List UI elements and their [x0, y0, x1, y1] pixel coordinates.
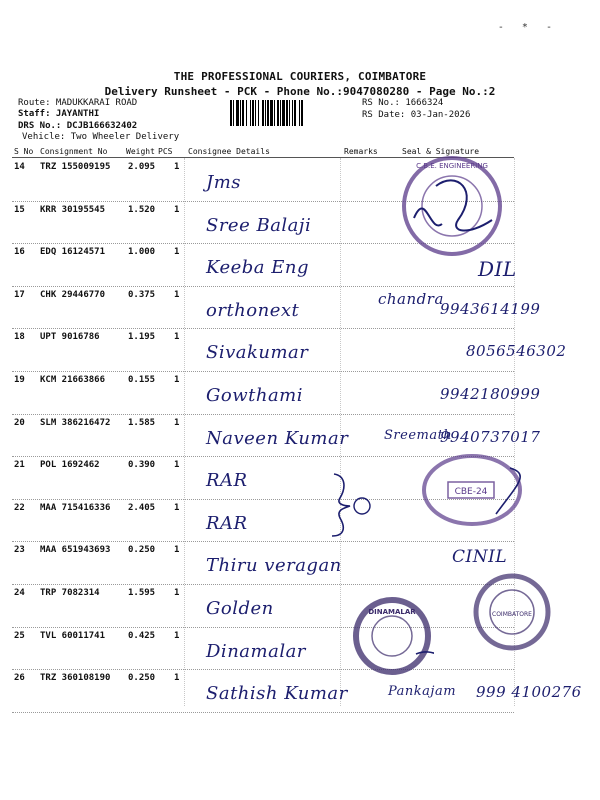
drs-label: DRS No.: DCJB166632402 — [18, 121, 138, 131]
row-pcs: 1 — [174, 332, 180, 343]
row-consignment-no: MAA 651943693 — [40, 545, 111, 556]
row-consignee-handwritten: Naveen Kumar — [206, 427, 349, 449]
row-signature-handwritten: 999 4100276 — [476, 683, 582, 702]
row-pcs: 1 — [174, 289, 180, 300]
row-signature-handwritten: 9943614199 — [440, 299, 541, 318]
row-sno: 16 — [14, 247, 25, 258]
row-sno: 17 — [14, 289, 25, 300]
col-header-remarks: Remarks — [344, 147, 378, 156]
row-sno: 26 — [14, 673, 25, 684]
row-consignment-no: SLM 386216472 — [40, 417, 111, 428]
row-consignment-no: UPT 9016786 — [40, 332, 100, 343]
vehicle-label: Vehicle: Two Wheeler Delivery — [22, 132, 180, 142]
stamp-text: C.B.E. ENGINEERING — [416, 162, 488, 170]
row-weight: 0.250 — [128, 545, 156, 556]
row-weight: 2.405 — [128, 502, 156, 513]
row-pcs: 1 — [174, 375, 180, 385]
brace-mark — [328, 470, 374, 540]
row-sno: 23 — [14, 545, 25, 556]
row-consignment-no: TVL 60011741 — [40, 630, 106, 641]
row-consignment-no: MAA 715416336 — [40, 502, 111, 513]
row-divider — [12, 584, 514, 585]
row-consignment-no: TRP 7082314 — [40, 588, 100, 598]
stamp-dinamalar-text: DINAMALAR — [368, 608, 416, 616]
row-sno: 25 — [14, 630, 25, 641]
row-consignment-no: TRZ 155009195 — [40, 162, 111, 172]
row-pcs: 1 — [174, 673, 180, 684]
row-divider — [12, 371, 514, 372]
row-pcs: 1 — [174, 630, 180, 641]
row-consignee-handwritten: Golden — [206, 598, 274, 619]
row-pcs: 1 — [174, 460, 180, 471]
row-consignment-no: EDQ 16124571 — [40, 247, 106, 258]
col-header-weight: Weight — [126, 147, 155, 156]
row-sno: 22 — [14, 502, 25, 513]
cbe-24-stamp — [418, 444, 528, 534]
runsheet-subtitle: Delivery Runsheet - PCK - Phone No.:9047080280 - Page No.:2 — [104, 85, 496, 98]
stamp-cbe-24-text: CBE-24 — [454, 487, 488, 497]
row-weight: 0.375 — [128, 289, 156, 300]
row-sno: 18 — [14, 332, 25, 343]
row-consignee-handwritten: RAR — [206, 512, 248, 534]
golden-electronic-stamp — [470, 570, 554, 654]
rs-date: RS Date: 03-Jan-2026 — [362, 110, 471, 120]
cbe-engineering-stamp — [396, 150, 508, 262]
row-weight: 1.520 — [128, 204, 156, 215]
row-signature-handwritten: 9940737017 — [440, 427, 541, 446]
company-title: THE PROFESSIONAL COURIERS, COIMBATORE — [173, 70, 427, 83]
row-sno: 20 — [14, 417, 25, 428]
row-signature-handwritten: 8056546302 — [466, 342, 567, 361]
row-divider — [12, 669, 514, 670]
handwritten-note-chandra: chandra — [378, 290, 444, 308]
staff-label: Staff: JAYANTHI — [18, 109, 100, 119]
row-divider — [12, 328, 514, 329]
row-sno: 21 — [14, 460, 25, 471]
row-pcs: 1 — [174, 162, 180, 172]
row-consignment-no: KRR 30195545 — [40, 204, 106, 215]
barcode — [230, 100, 358, 126]
row-weight: 1.585 — [128, 417, 156, 428]
row-consignee-handwritten: Sathish Kumar — [206, 683, 348, 705]
route-label: Route: MADUKKARAI ROAD — [18, 98, 138, 108]
corner-marks: - * - — [497, 22, 558, 33]
col-header-pcs: PCS — [158, 147, 173, 156]
row-signature-handwritten: CINIL — [452, 547, 508, 568]
row-consignee-handwritten: Keeba Eng — [206, 257, 309, 279]
row-consignment-no: POL 1692462 — [40, 460, 100, 471]
dinamalar-stamp — [350, 594, 434, 678]
row-weight: 0.155 — [128, 375, 156, 385]
row-consignee-handwritten: Dinamalar — [206, 640, 306, 662]
row-divider — [12, 286, 514, 287]
row-consignee-handwritten: Gowthami — [206, 385, 304, 406]
row-weight: 0.250 — [128, 673, 156, 684]
row-consignment-no: CHK 29446770 — [40, 289, 106, 300]
row-sno: 14 — [14, 162, 25, 172]
row-signature-handwritten: 9942180999 — [440, 385, 541, 403]
row-consignment-no: KCM 21663866 — [40, 375, 106, 385]
handwritten-note-sree: Sreemath — [384, 428, 453, 443]
column-divider — [184, 158, 185, 706]
stamp-coimbatore-text: COIMBATORE — [492, 611, 532, 618]
col-header-seal: Seal & Signature — [402, 147, 480, 156]
row-pcs: 1 — [174, 417, 180, 428]
row-weight: 2.095 — [128, 162, 156, 172]
row-divider — [12, 541, 514, 542]
row-weight: 1.195 — [128, 332, 156, 343]
rs-number: RS No.: 1666324 — [362, 98, 444, 108]
row-divider — [12, 712, 514, 713]
row-weight: 0.390 — [128, 460, 156, 471]
row-weight: 1.000 — [128, 247, 156, 258]
row-consignee-handwritten: Sree Balaji — [206, 214, 312, 236]
row-pcs: 1 — [174, 545, 180, 556]
row-sno: 24 — [14, 588, 25, 598]
row-consignee-handwritten: Jms — [206, 172, 242, 193]
barcode-bar — [303, 100, 304, 126]
row-pcs: 1 — [174, 247, 180, 258]
row-consignee-handwritten: Thiru veragan — [206, 555, 342, 577]
row-consignment-no: TRZ 360108190 — [40, 673, 111, 684]
col-header-sno: S No — [14, 147, 34, 156]
row-consignee-handwritten: RAR — [206, 470, 248, 492]
col-header-consignment: Consignment No — [40, 147, 108, 156]
row-pcs: 1 — [174, 588, 180, 598]
row-consignee-handwritten: orthonext — [206, 299, 300, 321]
row-divider — [12, 414, 514, 415]
row-divider — [12, 627, 514, 628]
row-pcs: 1 — [174, 502, 180, 513]
handwritten-note-pankajam: Pankajam — [388, 684, 457, 699]
row-weight: 0.425 — [128, 630, 156, 641]
row-pcs: 1 — [174, 204, 180, 215]
row-weight: 1.595 — [128, 588, 156, 598]
col-header-consignee: Consignee Details — [188, 147, 270, 156]
row-sno: 19 — [14, 375, 25, 385]
row-signature-handwritten: DIL — [478, 257, 517, 282]
row-sno: 15 — [14, 204, 25, 215]
row-consignee-handwritten: Sivakumar — [206, 342, 309, 364]
